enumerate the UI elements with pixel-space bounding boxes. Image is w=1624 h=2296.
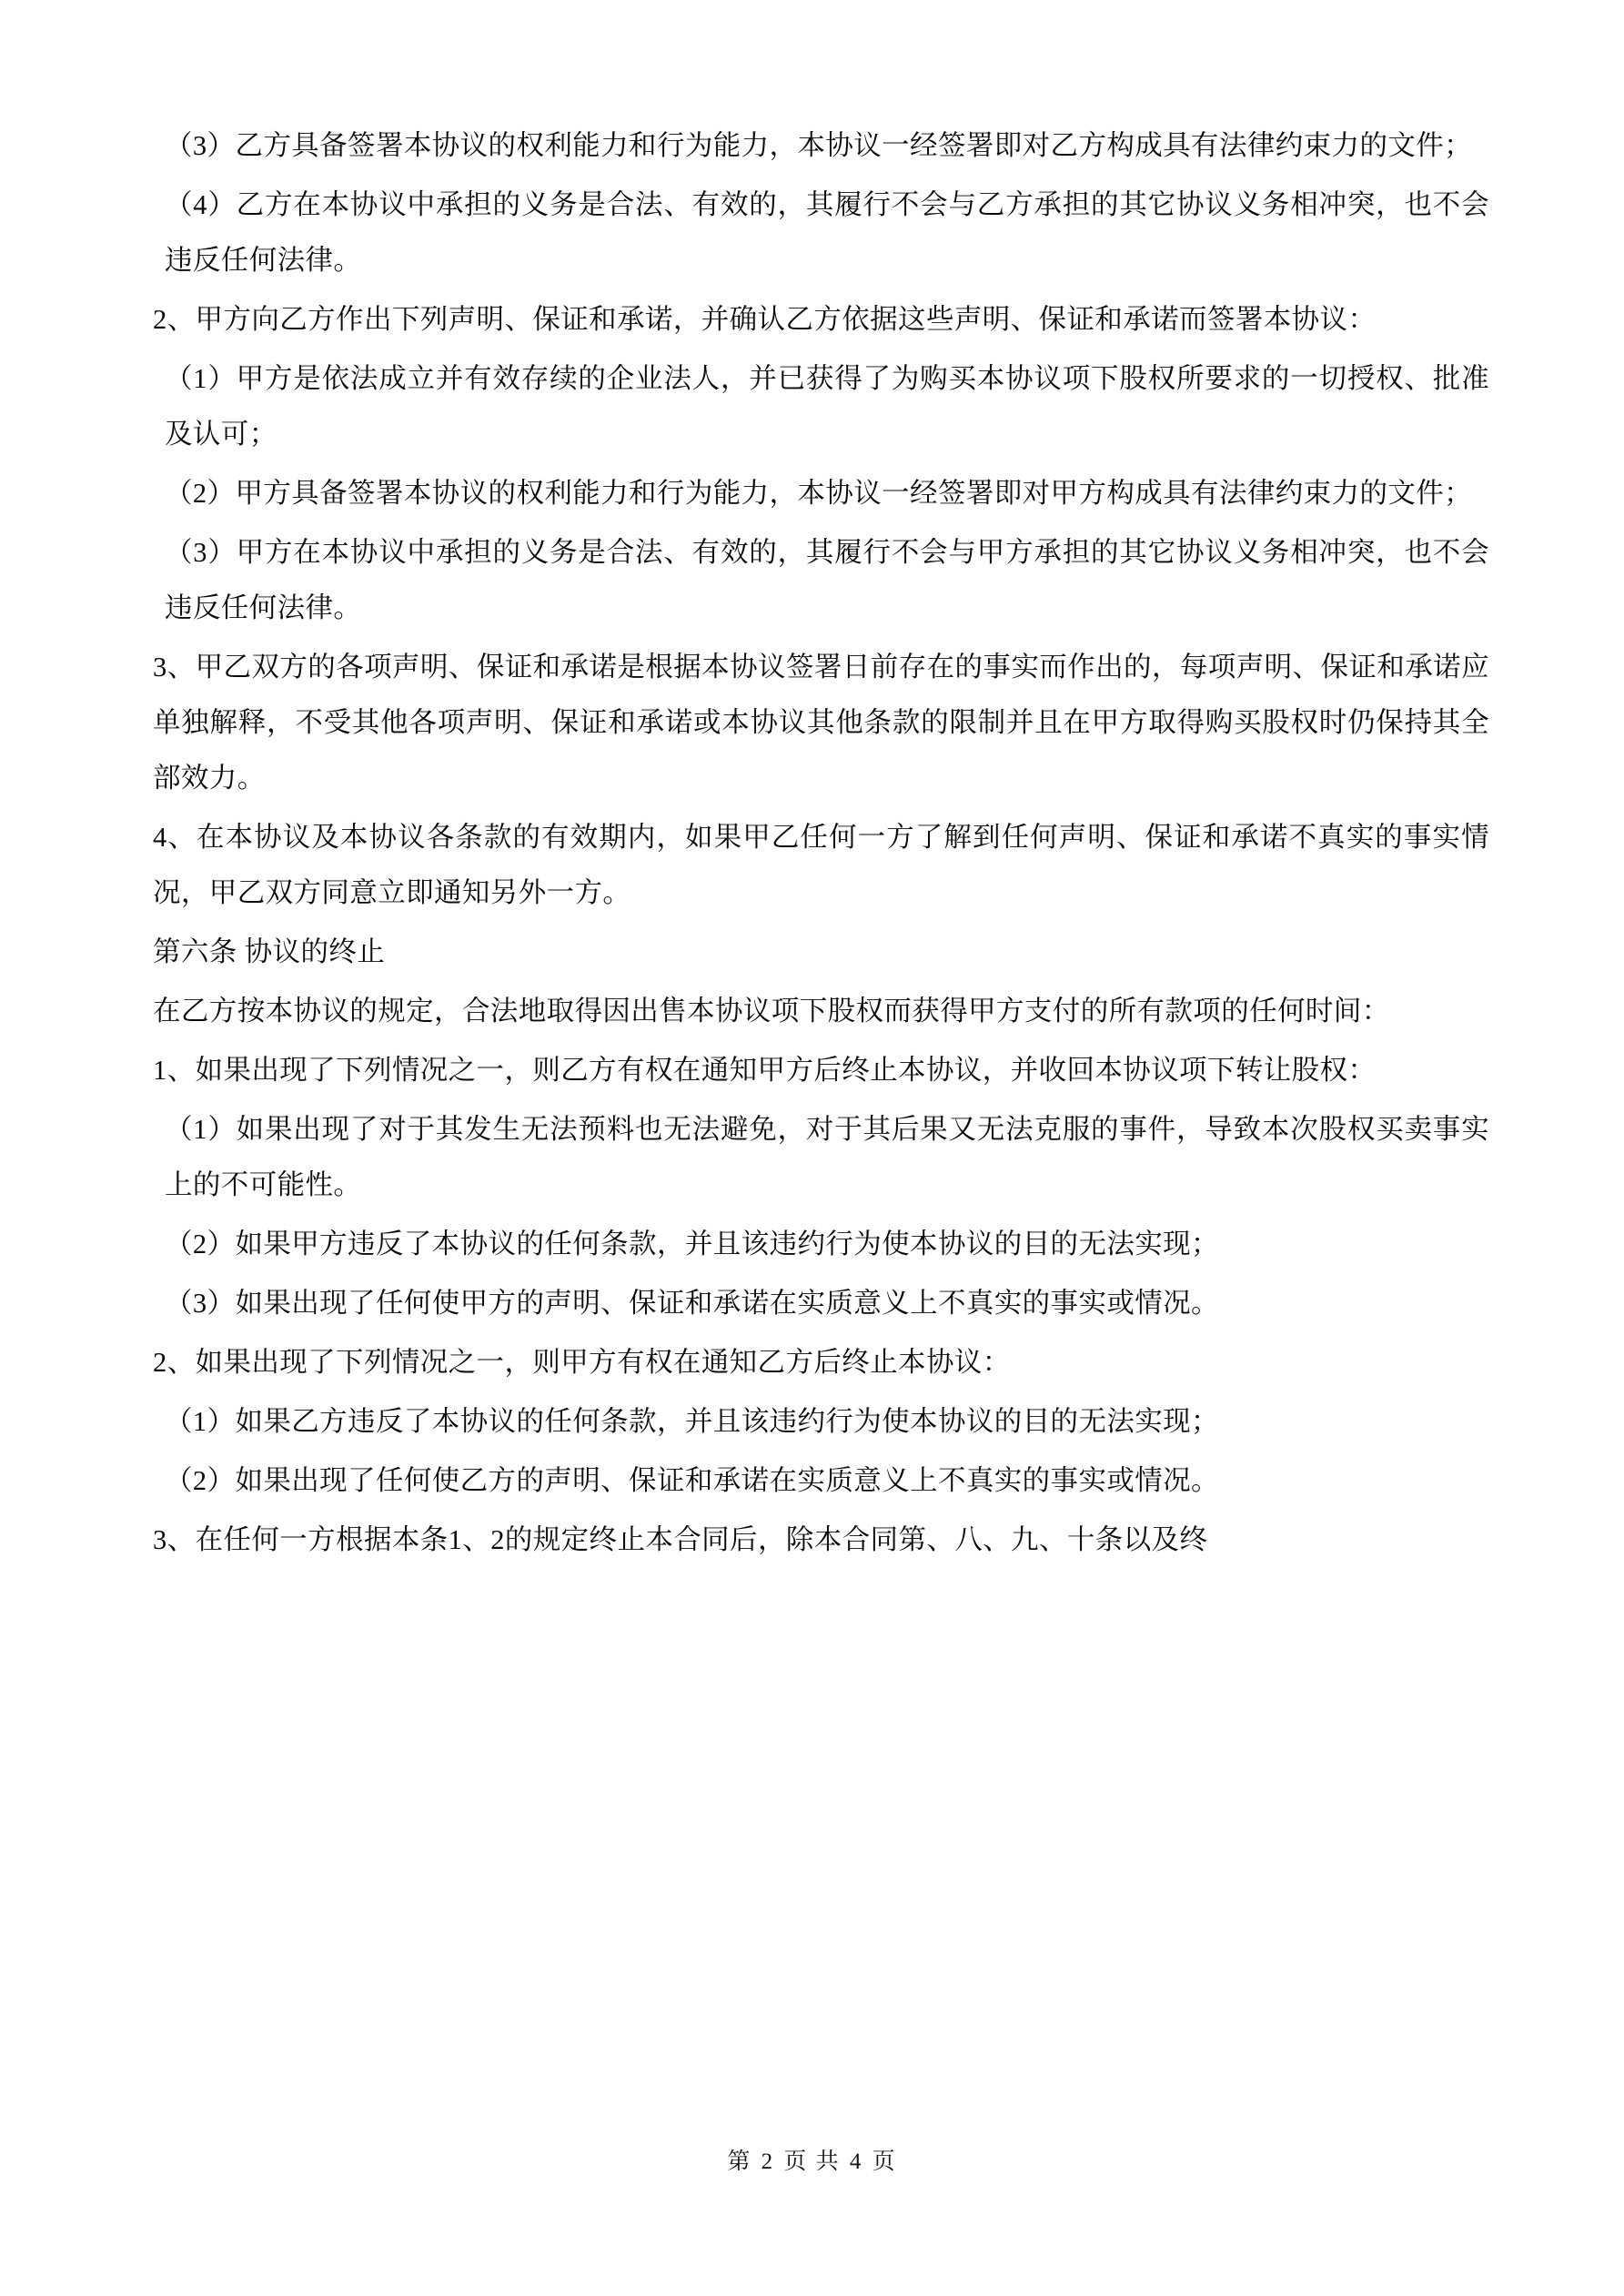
paragraph: （3）如果出现了任何使甲方的声明、保证和承诺在实质意义上不真实的事实或情况。	[165, 1288, 1219, 1319]
footer-total-pages: 4	[849, 2149, 863, 2174]
footer-suffix: 页	[872, 2149, 897, 2174]
footer-middle: 页 共	[783, 2149, 841, 2174]
paragraph: 2、如果出现了下列情况之一，则甲方有权在通知乙方后终止本协议：	[153, 1347, 1011, 1378]
footer-prefix: 第	[727, 2149, 752, 2174]
paragraph: （2）如果甲方违反了本协议的任何条款，并且该违约行为使本协议的目的无法实现；	[165, 1229, 1219, 1259]
document-body	[135, 118, 1489, 1568]
paragraph: （1）如果乙方违反了本协议的任何条款，并且该违约行为使本协议的目的无法实现；	[165, 1406, 1219, 1437]
paragraph: （1）如果出现了对于其发生无法预料也无法避免，对于其后果又无法克服的事件，导致本次股权买卖事实上的不可能性。	[165, 1114, 1489, 1200]
paragraph: 4、在本协议及本协议各条款的有效期内，如果甲乙任何一方了解到任何声明、保证和承诺不真实的事实情况，甲乙双方同意立即通知另外一方。	[153, 822, 1489, 908]
paragraph: 3、甲乙双方的各项声明、保证和承诺是根据本协议签署日前存在的事实而作出的，每项声明、保证和承诺应单独解释，不受其他各项声明、保证和承诺或本协议其他条款的限制并且在甲方取得购买股权时仍保持其全部效力。	[153, 652, 1489, 794]
footer-current-page: 2	[761, 2149, 775, 2174]
paragraph: （2）如果出现了任何使乙方的声明、保证和承诺在实质意义上不真实的事实或情况。	[165, 1465, 1219, 1496]
paragraph: 3、在任何一方根据本条1、2的规定终止本合同后，除本合同第、八、九、十条以及终	[153, 1524, 1208, 1555]
paragraph: （4）乙方在本协议中承担的义务是合法、有效的，其履行不会与乙方承担的其它协议义务相冲突，也不会违反任何法律。	[165, 189, 1489, 276]
paragraph: 在乙方按本协议的规定，合法地取得因出售本协议项下股权而获得甲方支付的所有款项的任何时间：	[153, 996, 1390, 1027]
paragraph: （3）乙方具备签署本协议的权利能力和行为能力，本协议一经签署即对乙方构成具有法律约束力的文件；	[165, 130, 1473, 161]
paragraph: （1）甲方是依法成立并有效存续的企业法人，并已获得了为购买本协议项下股权所要求的一切授权、批准及认可；	[165, 363, 1489, 450]
paragraph: 1、如果出现了下列情况之一，则乙方有权在通知甲方后终止本协议，并收回本协议项下转让股权：	[153, 1055, 1377, 1086]
paragraph: 2、甲方向乙方作出下列声明、保证和承诺，并确认乙方依据这些声明、保证和承诺而签署本协议：	[153, 304, 1377, 335]
paragraph: （2）甲方具备签署本协议的权利能力和行为能力，本协议一经签署即对甲方构成具有法律约束力的文件；	[165, 478, 1473, 509]
paragraph: （3）甲方在本协议中承担的义务是合法、有效的，其履行不会与甲方承担的其它协议义务相冲突，也不会违反任何法律。	[165, 537, 1489, 623]
page-footer	[0, 2143, 1624, 2176]
section-heading: 第六条 协议的终止	[153, 936, 386, 967]
